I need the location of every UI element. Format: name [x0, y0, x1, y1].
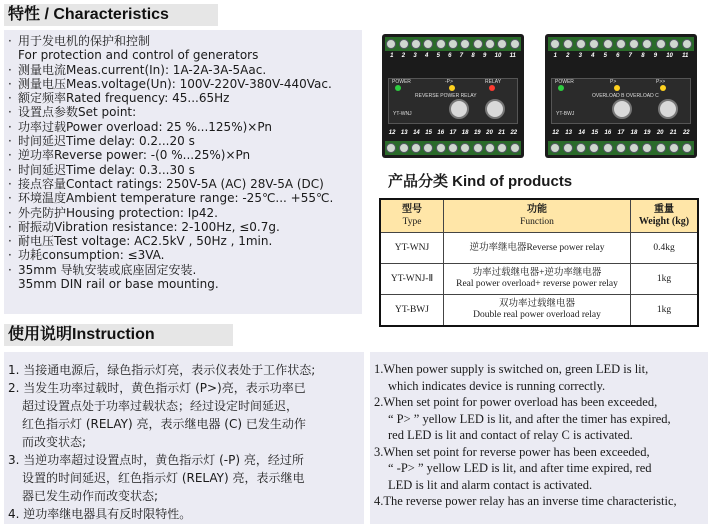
spec-item: · 时间延迟Time delay: 0.3...30 s: [8, 162, 195, 177]
table-row: [380, 295, 698, 327]
instruction-list-en: [374, 361, 708, 510]
list-item: 而改变状态;: [22, 435, 87, 449]
device-faceplate: POWER -P> RELAY REVERSE POWER RELAY YT-WNJ: [388, 78, 518, 124]
spec-item: · 功耗consumption: ≤3VA.: [8, 248, 165, 263]
list-item: 1.When power supply is switched on, green LED is lit,: [374, 362, 649, 376]
cell-weight: 0.4kg: [631, 233, 699, 264]
cell-function: 功率过载继电器+逆功率继电器 Real power overload+ reverse power relay: [444, 264, 631, 295]
list-item: 器已发生动作而改变状态;: [22, 489, 159, 503]
characteristics-list: [8, 34, 363, 291]
spec-item: · 接点容量Contact ratings: 250V-5A (AC) 28V-5A (DC): [8, 176, 324, 191]
cell-function: 逆功率继电器Reverse power relay: [444, 233, 631, 264]
header-weight: 重量 Weight (kg): [631, 199, 699, 233]
instruction-list-cn: [8, 361, 364, 523]
relay-device-photo-2: [545, 34, 697, 158]
table-row: [380, 264, 698, 295]
spec-item: · 设置点参数Set point:: [8, 105, 137, 120]
terminal-row-bottom: [548, 141, 694, 155]
terminal-row-top: [548, 37, 694, 51]
spec-item: · 测量电流Meas.current(In): 1A-2A-3A-5Aac.: [8, 62, 267, 77]
list-item: 3. 当逆功率超过设置点时，黄色指示灯 (-P) 亮，经过所: [8, 453, 304, 467]
list-item: red LED is lit and contact of relay C is activated.: [388, 428, 633, 442]
relay-led-icon: [489, 85, 495, 91]
list-item: LED is lit and alarm contact is activated.: [388, 477, 593, 492]
list-item: “ -P> ” yellow LED is lit, and after time expired, red: [388, 461, 652, 475]
instruction-heading: 使用说明Instruction: [4, 324, 233, 346]
terminal-numbers-top: 1 2 3 4 5 6 7 8 9 10 11: [553, 53, 689, 59]
terminal-numbers-top: 1 2 3 4 5 6 7 8 9 10 11: [390, 53, 516, 59]
spec-item: · 功率过载Power overload: 25 %...125%)×Pn: [8, 119, 272, 134]
spec-item: · 测量电压Meas.voltage(Un): 100V-220V-380V-440Vac.: [8, 76, 332, 91]
overload-led-icon: [614, 85, 620, 91]
terminal-row-top: [385, 37, 521, 51]
cell-weight: 1kg: [631, 264, 699, 295]
device-faceplate: POWER P> P>> OVERLOAD B OVERLOAD C YT-BWJ: [551, 78, 691, 124]
spec-item: · 耐振动Vibration resistance: 2-100Hz, ≤0.7g.: [8, 219, 280, 234]
products-heading: 产品分类 Kind of products: [388, 173, 573, 190]
spec-item: · 用于发电机的保护和控制: [8, 34, 151, 48]
header-function: 功能 Function: [444, 199, 631, 233]
list-item: which indicates device is running correctly.: [388, 378, 606, 393]
products-table: [379, 198, 699, 327]
list-item: 2. 当发生功率过载时，黄色指示灯 (P>)亮，表示功率已: [8, 381, 306, 395]
delay-knob-icon: [658, 99, 678, 119]
cell-type: YT-BWJ: [380, 295, 444, 327]
terminal-numbers-bottom: 12 13 14 15 16 17 18 19 20 21 22: [388, 130, 518, 136]
list-item: 2.When set point for power overload has been exceeded,: [374, 395, 658, 409]
table-header-row: [380, 199, 698, 233]
header-type: 型号 Type: [380, 199, 444, 233]
list-item: 4.The reverse power relay has an inverse time characteristic,: [374, 494, 677, 508]
spec-item: · 外壳防护Housing protection: Ip42.: [8, 205, 218, 220]
table-row: [380, 233, 698, 264]
cell-function: 双功率过载继电器 Double real power overload relay: [444, 295, 631, 327]
spec-item: · 耐电压Test voltage: AC2.5kV , 50Hz , 1min.: [8, 234, 273, 249]
spec-item: For protection and control of generators: [18, 48, 259, 63]
spec-item: 35mm DIN rail or base mounting.: [18, 277, 219, 292]
power-led-icon: [395, 85, 401, 91]
delay-knob-icon: [485, 99, 505, 119]
spec-item: · 额定频率Rated frequency: 45...65Hz: [8, 91, 230, 106]
relay-device-photo-1: [382, 34, 524, 158]
cell-type: YT-WNJ-Ⅱ: [380, 264, 444, 295]
terminal-row-bottom: [385, 141, 521, 155]
list-item: 超过设置点处于功率过载状态；经过设定时间延迟，: [22, 399, 299, 413]
spec-item: · 逆功率Reverse power: -(0 %...25%)×Pn: [8, 148, 251, 163]
spec-item: · 35mm 导轨安装或底座固定安装.: [8, 262, 197, 277]
terminal-numbers-bottom: 12 13 14 15 16 17 18 19 20 21 22: [552, 130, 690, 136]
list-item: 4. 逆功率继电器具有反时限特性。: [8, 507, 192, 521]
power-led-icon: [558, 85, 564, 91]
setpoint-knob-icon: [449, 99, 469, 119]
overload-led-icon: [449, 85, 455, 91]
spec-item: · 环境温度Ambient temperature range: -25℃... +55℃.: [8, 191, 334, 206]
list-item: 1. 当接通电源后，绿色指示灯亮，表示仪表处于工作状态;: [8, 363, 316, 377]
setpoint-knob-icon: [612, 99, 632, 119]
cell-weight: 1kg: [631, 295, 699, 327]
list-item: 设置的时间延迟，红色指示灯 (RELAY) 亮，表示继电: [22, 471, 305, 485]
spec-item: · 时间延迟Time delay: 0.2...20 s: [8, 134, 195, 149]
list-item: 红色指示灯 (RELAY) 亮，表示继电器 (C) 已发生动作: [22, 417, 306, 431]
cell-type: YT-WNJ: [380, 233, 444, 264]
characteristics-heading: 特性 / Characteristics: [4, 4, 218, 26]
list-item: “ P> ” yellow LED is lit, and after the timer has expired,: [388, 411, 671, 426]
overload2-led-icon: [660, 85, 666, 91]
list-item: 3.When set point for reverse power has been exceeded,: [374, 444, 650, 459]
